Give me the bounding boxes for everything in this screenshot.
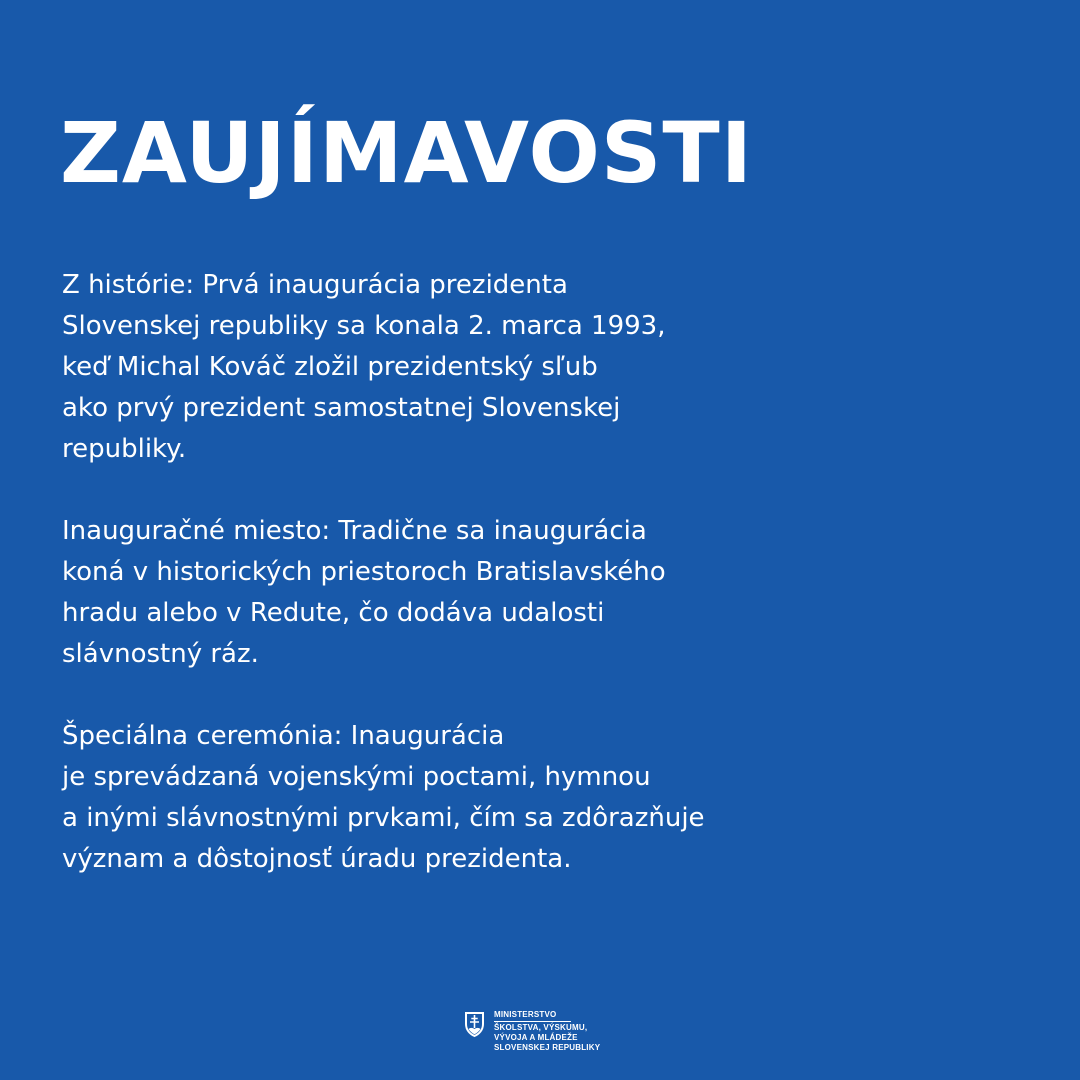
- fact-inauguration-place-label: Inauguračné miesto:: [62, 516, 331, 546]
- fact-special-ceremony-line-4: význam a dôstojnosť úradu prezidenta.: [62, 844, 572, 874]
- fact-history-line-4: ako prvý prezident samostatnej Slovenskej: [62, 393, 621, 423]
- fact-special-ceremony-label: Špeciálna ceremónia:: [62, 721, 343, 751]
- fact-history-text: [62, 265, 822, 470]
- fact-inauguration-place: [62, 511, 822, 675]
- fact-special-ceremony-line-1: [62, 716, 822, 757]
- slovak-coat-of-arms-icon: [464, 1011, 485, 1038]
- fact-inauguration-place-text: [62, 511, 822, 675]
- fact-inauguration-place-line-2: koná v historických priestoroch Bratislavského: [62, 557, 666, 587]
- ministry-logo-line-2: VÝVOJA A MLÁDEŽE: [494, 1033, 578, 1042]
- ministry-logo-text: [494, 1010, 600, 1053]
- ministry-logo-line-3: SLOVENSKEJ REPUBLIKY: [494, 1043, 601, 1052]
- fact-inauguration-place-line-1-text: Tradične sa inaugurácia: [338, 516, 647, 546]
- fact-special-ceremony-line-3: a inými slávnostnými prvkami, čím sa zdôrazňuje: [62, 803, 705, 833]
- fact-history-line-1: [62, 265, 822, 306]
- fact-history-line-2: Slovenskej republiky sa konala 2. marca 1993,: [62, 311, 666, 341]
- fact-special-ceremony-line-1-text: Inaugurácia: [350, 721, 505, 751]
- fact-special-ceremony-text: [62, 716, 822, 880]
- ministry-logo: [464, 1010, 624, 1060]
- ministry-logo-line-1: ŠKOLSTVA, VÝSKUMU,: [494, 1023, 588, 1032]
- ministry-logo-divider: [494, 1021, 571, 1022]
- fact-history: [62, 265, 822, 470]
- fact-history-label: Z histórie:: [62, 270, 195, 300]
- ministry-logo-first-line: MINISTERSTVO: [494, 1010, 557, 1019]
- fact-special-ceremony-line-2: je sprevádzaná vojenskými poctami, hymnou: [62, 762, 651, 792]
- fact-inauguration-place-line-3: hradu alebo v Redute, čo dodáva udalosti: [62, 598, 605, 628]
- fact-inauguration-place-line-1: [62, 511, 822, 552]
- page-title: ZAUJÍMAVOSTI: [60, 104, 753, 202]
- fact-special-ceremony: [62, 716, 822, 880]
- fact-history-line-5: republiky.: [62, 434, 187, 464]
- fact-inauguration-place-line-4: slávnostný ráz.: [62, 639, 259, 669]
- facts-content: [62, 265, 822, 921]
- fact-history-line-1-text: Prvá inaugurácia prezidenta: [202, 270, 568, 300]
- fact-history-line-3: keď Michal Kováč zložil prezidentský sľub: [62, 352, 598, 382]
